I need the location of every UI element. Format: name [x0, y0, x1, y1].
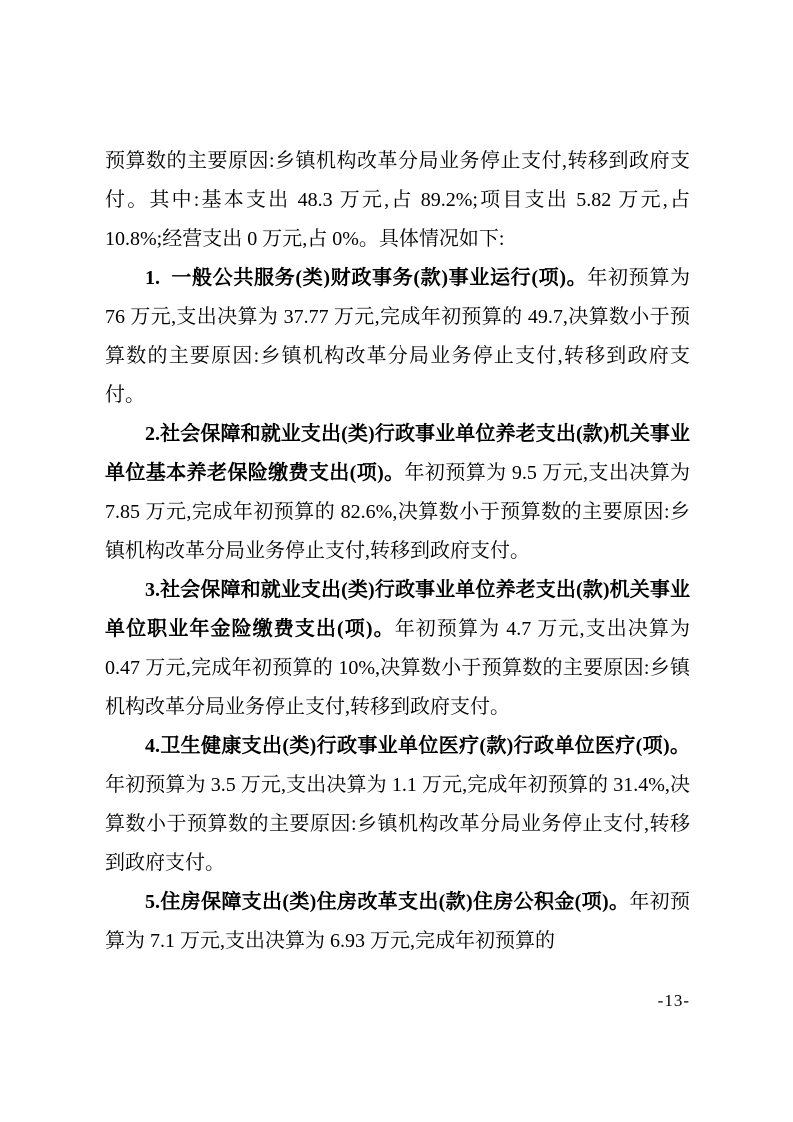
budget-item-4-body: 年初预算为 3.5 万元,支出决算为 1.1 万元,完成年初预算的 31.4%,决算数小于预算数的主要原因:乡镇机构改革分局业务停止支付,转移到政府支付。 [105, 774, 690, 874]
budget-item-5 [105, 883, 690, 961]
budget-item-3 [105, 571, 690, 727]
budget-item-4-title: 4.卫生健康支出(类)行政事业单位医疗(款)行政单位医疗(项)。 [145, 735, 690, 757]
budget-item-1 [105, 259, 690, 415]
budget-item-2-body: 年初预算为 9.5 万元,支出决算为 7.85 万元,完成年初预算的 82.6%,决算数小于预算数的主要原因:乡镇机构改革分局业务停止支付,转移到政府支付。 [105, 462, 690, 562]
budget-item-2-title: 2.社会保障和就业支出(类)行政事业单位养老支出(款)机关事业单位基本养老保险缴费支出(项)。 [105, 423, 690, 484]
budget-item-1-body: 年初预算为 76 万元,支出决算为 37.77 万元,完成年初预算的 49.7,决算数小于预算数的主要原因:乡镇机构改革分局业务停止支付,转移到政府支付。 [105, 267, 690, 406]
budget-item-2 [105, 415, 690, 571]
budget-item-1-title: 1. 一般公共服务(类)财政事务(款)事业运行(项)。 [145, 267, 588, 289]
budget-item-4 [105, 727, 690, 883]
intro-paragraph: 预算数的主要原因:乡镇机构改革分局业务停止支付,转移到政府支付。其中:基本支出 48.3 万元,占 89.2%;项目支出 5.82 万元,占 10.8%;经营支出 0 万元,占 0%。具体情况如下: [105, 150, 690, 250]
budget-item-3-body: 年初预算为 4.7 万元,支出决算为 0.47 万元,完成年初预算的 10%,决算数小于预算数的主要原因:乡镇机构改革分局业务停止支付,转移到政府支付。 [105, 618, 690, 718]
budget-item-3-title: 3.社会保障和就业支出(类)行政事业单位养老支出(款)机关事业单位职业年金险缴费支出(项)。 [105, 579, 690, 640]
budget-item-5-body: 年初预算为 7.1 万元,支出决算为 6.93 万元,完成年初预算的 [105, 891, 690, 952]
page-number: -13- [657, 991, 690, 1010]
page-body-text [105, 142, 690, 961]
budget-item-5-title: 5.住房保障支出(类)住房改革支出(款)住房公积金(项)。 [145, 891, 630, 913]
